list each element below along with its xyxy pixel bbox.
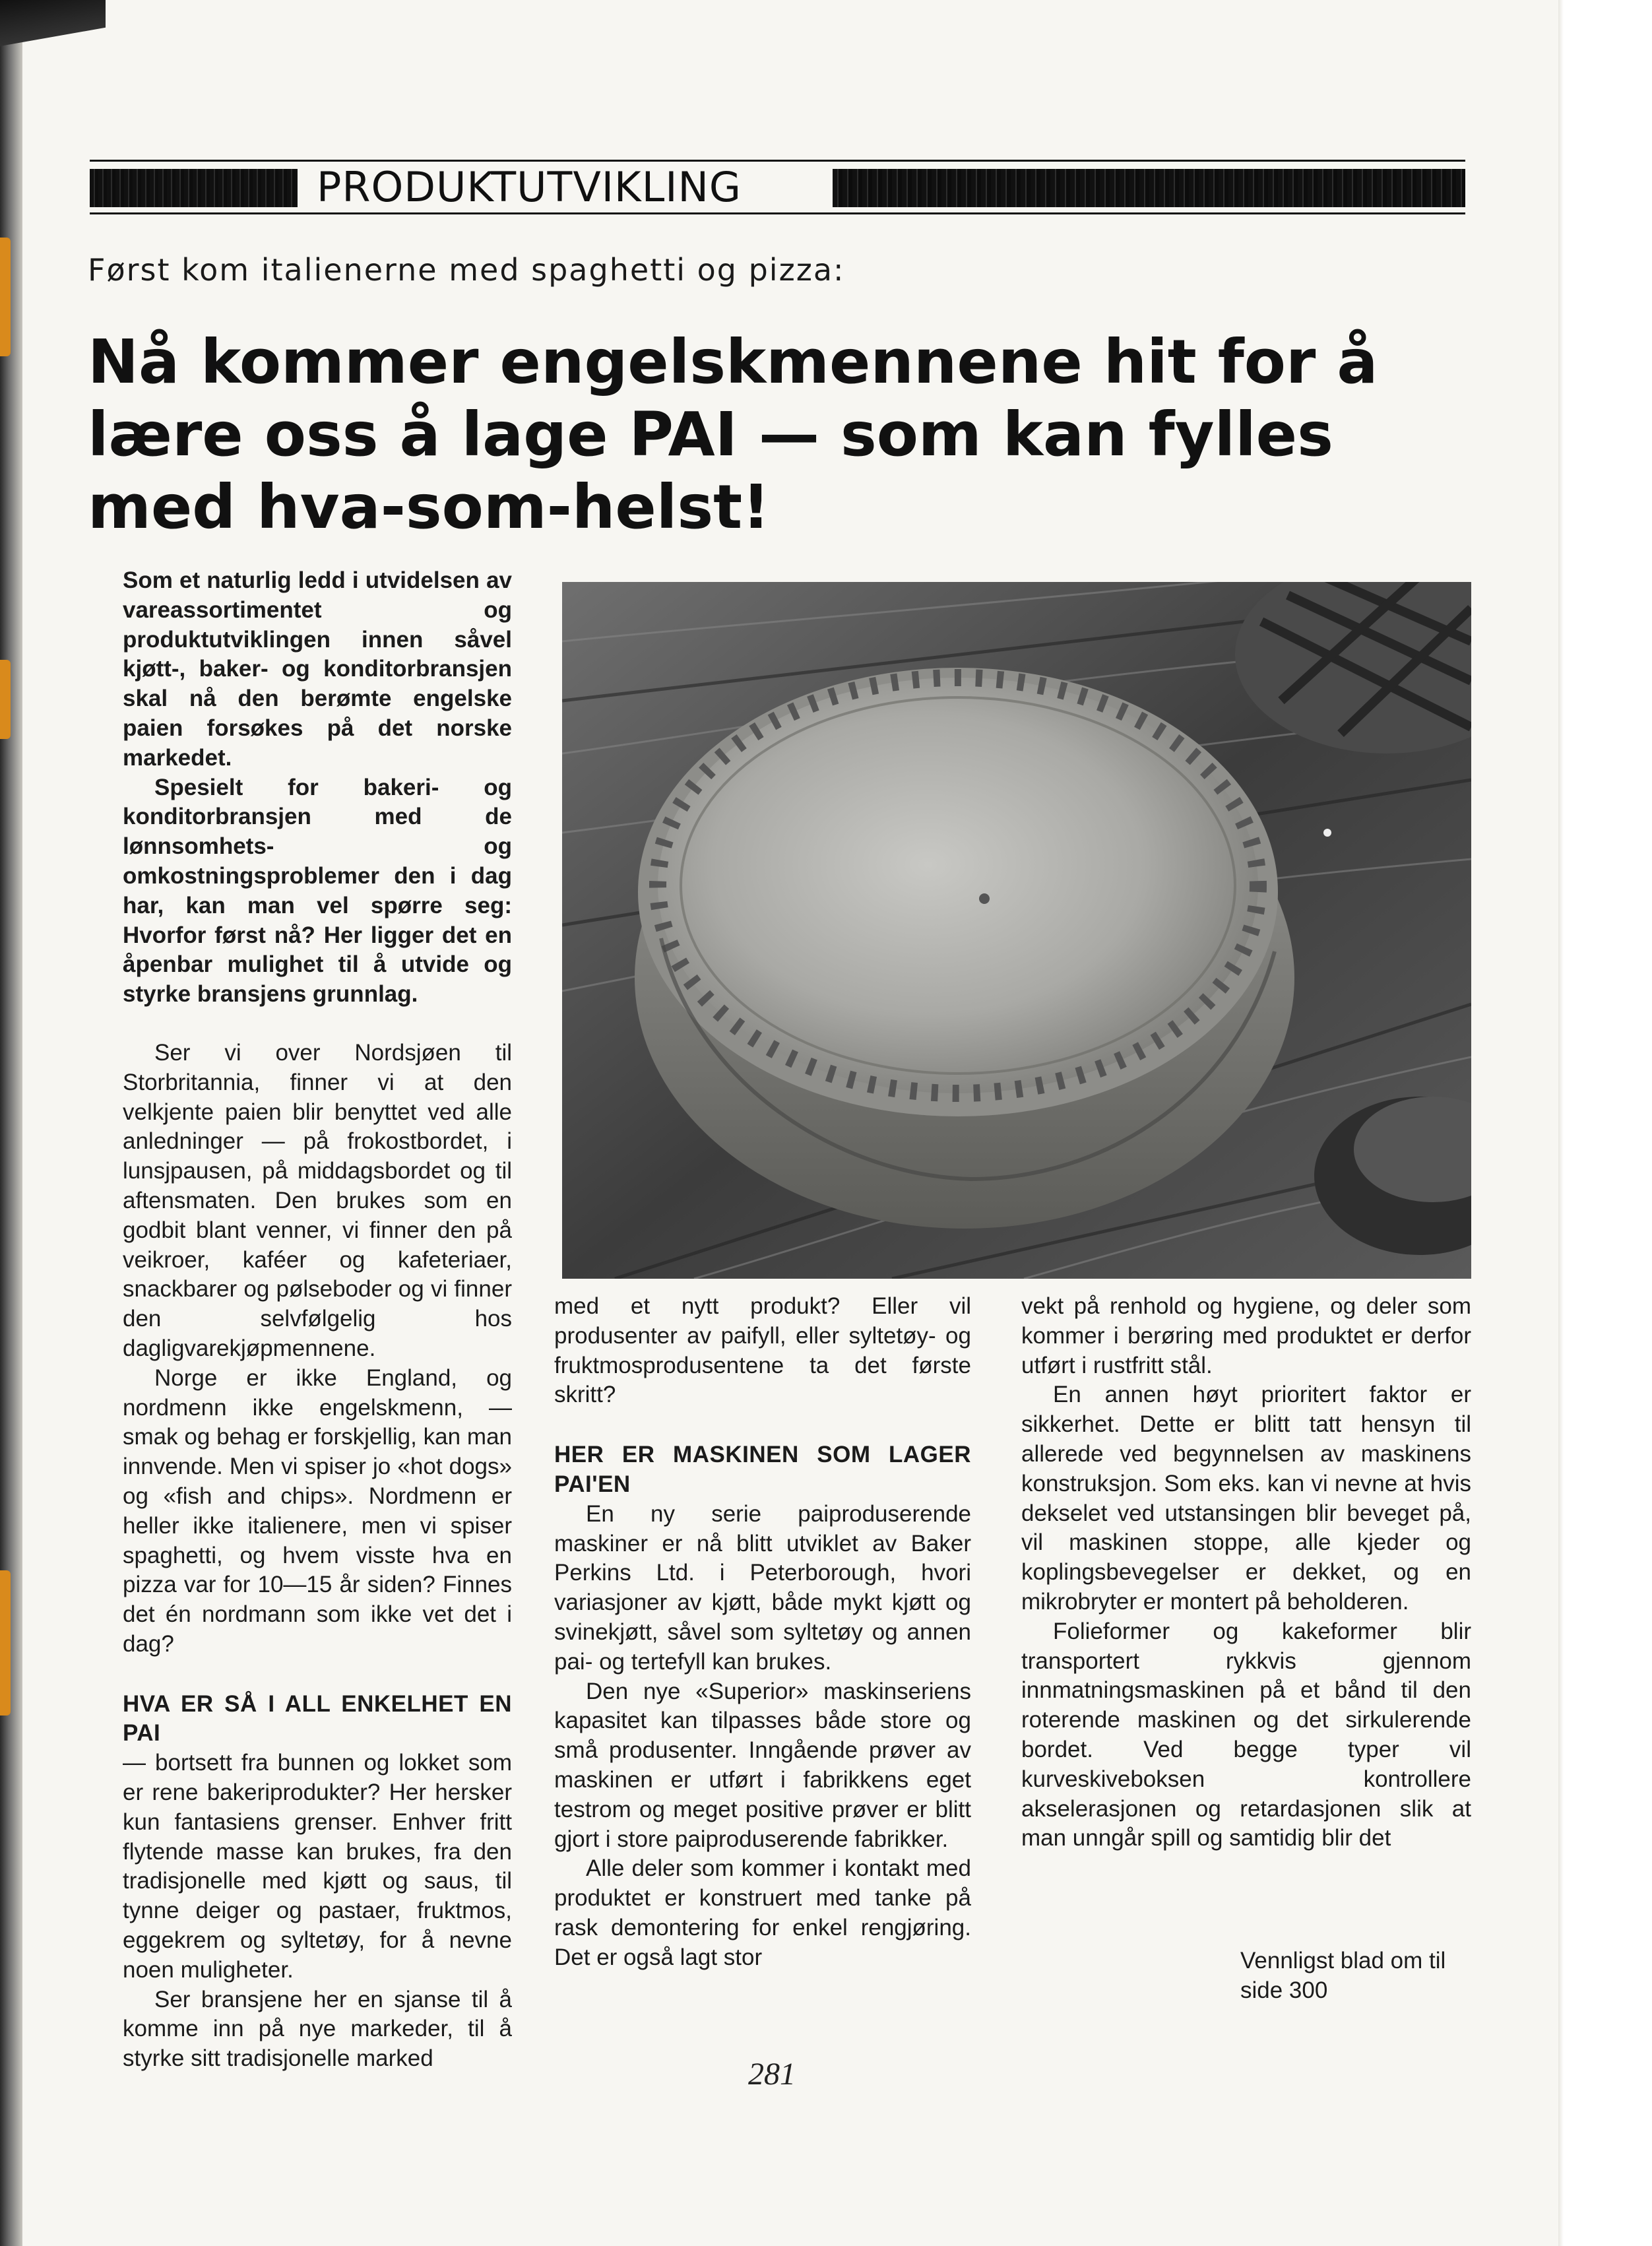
subheading: HER ER MASKINEN SOM LAGER PAI'EN [554,1442,971,1497]
body-paragraph: Norge er ikke England, og nordmenn ikke engelskmenn, — smak og behag er forskjellig, kan man innvende. Men vi spiser jo «hot dogs» og «fish and chips». Nordmenn er heller ikke italienere, men vi spiser spaghetti, og hvem visste hva en pizza var for 10—15 år siden? Finnes det én nordmann som ikke vet det i dag? [123,1364,512,1657]
header-band-right [833,169,1465,207]
body-paragraph: En annen høyt prioritert faktor er sikkerhet. Dette er blitt tatt hensyn til allerede ved begynnelsen av maskinens konstruksjon. Som eks. kan vi nevne at hvis dekselet ved utstansingen blir beveget på, vil maskinen stoppe, alle kjeder og koplingsbevegelser er dekket, og en mikrobryter er montert på beholderen. [1021,1382,1471,1615]
body-paragraph: Folieformer og kakeformer blir transportert rykkvis gjennom innmatningsmaskinen på et bånd til den roterende maskinen og det sirkulerende bordet. Ved begge typer vil kurveskiveboksen kontrollere akselerasjonen og retardasjonen slik at man unngår spill og samtidig blir det [1021,1618,1471,1851]
body-paragraph: Ser bransjene her en sjanse til å komme inn på nye markeder, til å styrke sitt tradisjonelle marked [123,1986,512,2072]
body-paragraph: Alle deler som kommer i kontakt med produktet er konstruert med tanke på rask demontering for enkel rengjøring. Det er også lagt stor [554,1855,971,1970]
body-paragraph: med et nytt produkt? Eller vil produsenter av paifyll, eller syltetøy- og fruktmosprodusentene ta det første skritt? [554,1293,971,1408]
continued-note [1240,1946,1458,2006]
binding-mark [0,660,11,739]
header-band-left [90,169,298,207]
binding-mark [0,1570,11,1716]
pie-photo [562,582,1471,1279]
kicker: Først kom italienerne med spaghetti og pizza: [88,252,845,288]
headline: Nå kommer engelskmennene hit for å lære oss å lage PAI — som kan fylles med hva-som-helst! [88,327,1378,542]
column-3 [1021,1292,1471,1853]
lead-paragraph: Spesielt for bakeri- og konditorbransjen med de lønnsomhets- og omkostningsproblemer den i dag har, kan man vel spørre seg: Hvorfor først nå? Her ligger det en åpenbar mulighet til å utvide og styrke bransjens grunnlag. [123,774,512,1008]
lead-paragraph: Som et naturlig ledd i utvidelsen av vareassortimentet og produktutviklingen innen såvel kjøtt-, baker- og konditorbransjen skal nå den berømte engelske paien forsøkes på det norske markedet. [123,567,512,771]
body-paragraph: Den nye «Superior» maskinseriens kapasitet kan tilpasses både store og små produsenter. Inngående prøver av maskinen er utført i fabrikkens eget testrom og meget positive prøver er blitt gjort i store paiproduserende fabrikker. [554,1678,971,1852]
body-paragraph: — bortsett fra bunnen og lokket som er rene bakeriprodukter? Her hersker kun fantasiens grenser. Enhver fritt flytende masse kan brukes, fra den tradisjonelle med kjøtt og saus, til tynne deiger og pastaer, fruktmos, eggekrem og syltetøy, for å nevne noen muligheter. [123,1750,512,1983]
subheading: HVA ER SÅ I ALL ENKELHET EN PAI [123,1690,512,1747]
body-paragraph: vekt på renhold og hygiene, og deler som kommer i berøring med produktet er derfor utført i rustfritt stål. [1021,1293,1471,1378]
page-edge [1558,0,1564,2246]
section-title: PRODUKTUTVIKLING [317,163,742,211]
header-rule-top [90,160,1465,162]
binding-mark [0,238,11,356]
column-2 [554,1292,971,1973]
continued-text: Vennligst blad om til side 300 [1240,1948,1446,2003]
page-number: 281 [748,2057,796,2092]
body-paragraph: Ser vi over Nordsjøen til Storbritannia, finner vi at den velkjente paien blir benyttet ved alle anledninger — på frokostbordet, i lunsjpausen, på middagsbordet og til aftensmaten. Den brukes som en godbit blant venner, vi finner den på veikroer, kaféer og kafeteriaer, snackbarer og pølseboder og vi finner den selvfølgelig hos dagligvarekjøpmennene. [123,1039,512,1361]
body-paragraph: En ny serie paiproduserende maskiner er nå blitt utviklet av Baker Perkins Ltd. i Peterborough, hvori variasjoner av kjøtt, både mykt kjøtt og svinekjøtt, såvel som syltetøy og annen pai- og tertefyll kan brukes. [554,1500,971,1675]
header-rule-bottom [90,212,1465,214]
column-1 [123,566,512,2074]
